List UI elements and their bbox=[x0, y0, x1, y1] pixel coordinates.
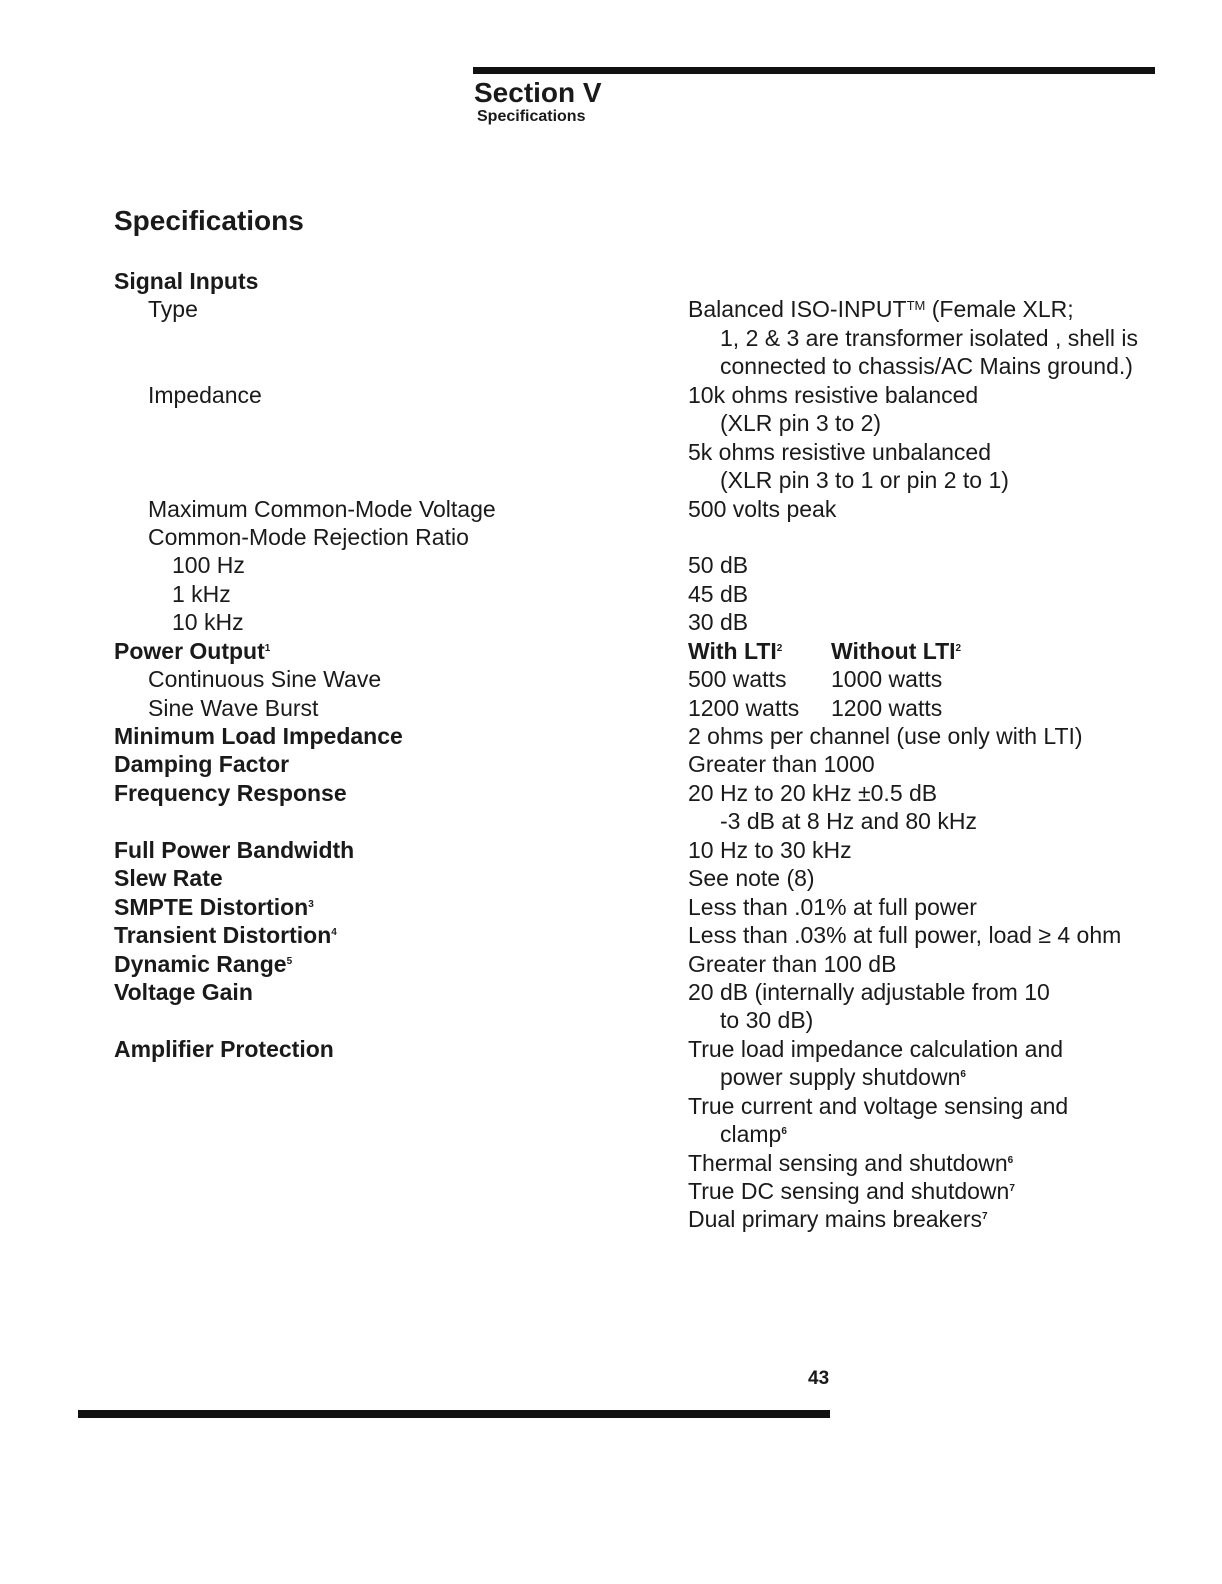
value-damping: Greater than 1000 bbox=[688, 751, 875, 778]
value-type-line2: 1, 2 & 3 are transformer isolated , shell is bbox=[720, 324, 1139, 351]
power-output-headers bbox=[688, 637, 1188, 665]
header-with-lti: With LTI$^2$ bbox=[688, 637, 783, 664]
value-burst-with: 1200 watts bbox=[688, 694, 800, 721]
value-full-power-bw: 10 Hz to 30 kHz bbox=[688, 836, 852, 863]
value-max-cm-voltage: 500 volts peak bbox=[688, 495, 837, 522]
value-voltage-gain-1: 20 dB (internally adjustable from 10 bbox=[688, 978, 1050, 1005]
value-type-line3: connected to chassis/AC Mains ground.) bbox=[720, 353, 1133, 380]
section-subtitle: Specifications bbox=[477, 108, 586, 125]
value-protection-2: power supply shutdown$^6$ bbox=[720, 1064, 966, 1091]
value-impedance-1: 10k ohms resistive balanced bbox=[688, 381, 979, 408]
label-continuous-sine: Continuous Sine Wave bbox=[148, 666, 382, 693]
value-sine-burst bbox=[688, 694, 1188, 722]
label-dynamic-range: Dynamic Range$^5$ bbox=[114, 950, 293, 977]
value-protection-5: Thermal sensing and shutdown$^6$ bbox=[688, 1149, 1014, 1176]
value-protection-6: True DC sensing and shutdown$^7$ bbox=[688, 1178, 1015, 1204]
value-impedance-3: 5k ohms resistive unbalanced bbox=[688, 438, 991, 465]
label-100hz: 100 Hz bbox=[172, 552, 245, 579]
spec-labels bbox=[114, 267, 634, 1063]
value-type-line1: Balanced ISO-INPUT™ (Female XLR; bbox=[688, 296, 1074, 323]
value-protection-7: Dual primary mains breakers$^7$ bbox=[688, 1206, 988, 1233]
label-cmrr: Common-Mode Rejection Ratio bbox=[148, 523, 469, 550]
value-impedance-2: (XLR pin 3 to 2) bbox=[720, 410, 882, 437]
value-cmrr-10khz: 30 dB bbox=[688, 609, 749, 636]
value-slew-rate: See note (8) bbox=[688, 865, 815, 892]
value-continuous-without: 1000 watts bbox=[831, 666, 943, 693]
value-impedance-4: (XLR pin 3 to 1 or pin 2 to 1) bbox=[720, 467, 1009, 494]
label-voltage-gain: Voltage Gain bbox=[114, 978, 253, 1005]
header-rule bbox=[473, 67, 1155, 74]
spec-values bbox=[688, 267, 1188, 1234]
footer-rule bbox=[78, 1410, 830, 1418]
label-sine-burst: Sine Wave Burst bbox=[148, 694, 319, 721]
value-transient: Less than .03% at full power, load ≥ 4 ohm bbox=[688, 922, 1122, 949]
value-smpte: Less than .01% at full power bbox=[688, 893, 977, 920]
value-dynamic-range: Greater than 100 dB bbox=[688, 950, 897, 977]
value-freq-response-2: -3 dB at 8 Hz and 80 kHz bbox=[720, 808, 977, 835]
label-slew-rate: Slew Rate bbox=[114, 865, 223, 892]
label-damping: Damping Factor bbox=[114, 751, 290, 778]
page-heading: Specifications bbox=[114, 205, 304, 236]
value-protection-3: True current and voltage sensing and bbox=[688, 1092, 1069, 1119]
label-min-load: Minimum Load Impedance bbox=[114, 723, 403, 749]
label-1khz: 1 kHz bbox=[172, 580, 231, 607]
page-number: 43 bbox=[808, 1368, 830, 1389]
label-max-cm-voltage: Maximum Common-Mode Voltage bbox=[148, 495, 496, 522]
label-freq-response: Frequency Response bbox=[114, 779, 347, 806]
value-continuous-sine bbox=[688, 665, 1188, 693]
label-smpte: SMPTE Distortion$^3$ bbox=[114, 893, 314, 920]
value-cmrr-100hz: 50 dB bbox=[688, 552, 749, 579]
value-min-load: 2 ohms per channel (use only with LTI) bbox=[688, 723, 1083, 749]
value-voltage-gain-2: to 30 dB) bbox=[720, 1007, 814, 1034]
value-freq-response-1: 20 Hz to 20 kHz ±0.5 dB bbox=[688, 779, 938, 806]
label-type: Type bbox=[148, 296, 198, 323]
value-burst-without: 1200 watts bbox=[831, 694, 943, 721]
label-signal-inputs: Signal Inputs bbox=[114, 268, 259, 294]
header-without-lti: Without LTI$^2$ bbox=[831, 637, 962, 664]
value-protection-1: True load impedance calculation and bbox=[688, 1035, 1064, 1062]
label-10khz: 10 kHz bbox=[172, 609, 244, 636]
label-transient: Transient Distortion$^4$ bbox=[114, 922, 337, 949]
value-cmrr-1khz: 45 dB bbox=[688, 580, 749, 607]
value-continuous-with: 500 watts bbox=[688, 666, 787, 693]
value-protection-4: clamp$^6$ bbox=[720, 1121, 787, 1148]
label-full-power-bw: Full Power Bandwidth bbox=[114, 836, 355, 863]
label-impedance: Impedance bbox=[148, 381, 262, 408]
section-title: Section V bbox=[474, 77, 602, 108]
label-amp-protection: Amplifier Protection bbox=[114, 1035, 334, 1062]
label-power-output: Power Output$^1$ bbox=[114, 637, 271, 664]
